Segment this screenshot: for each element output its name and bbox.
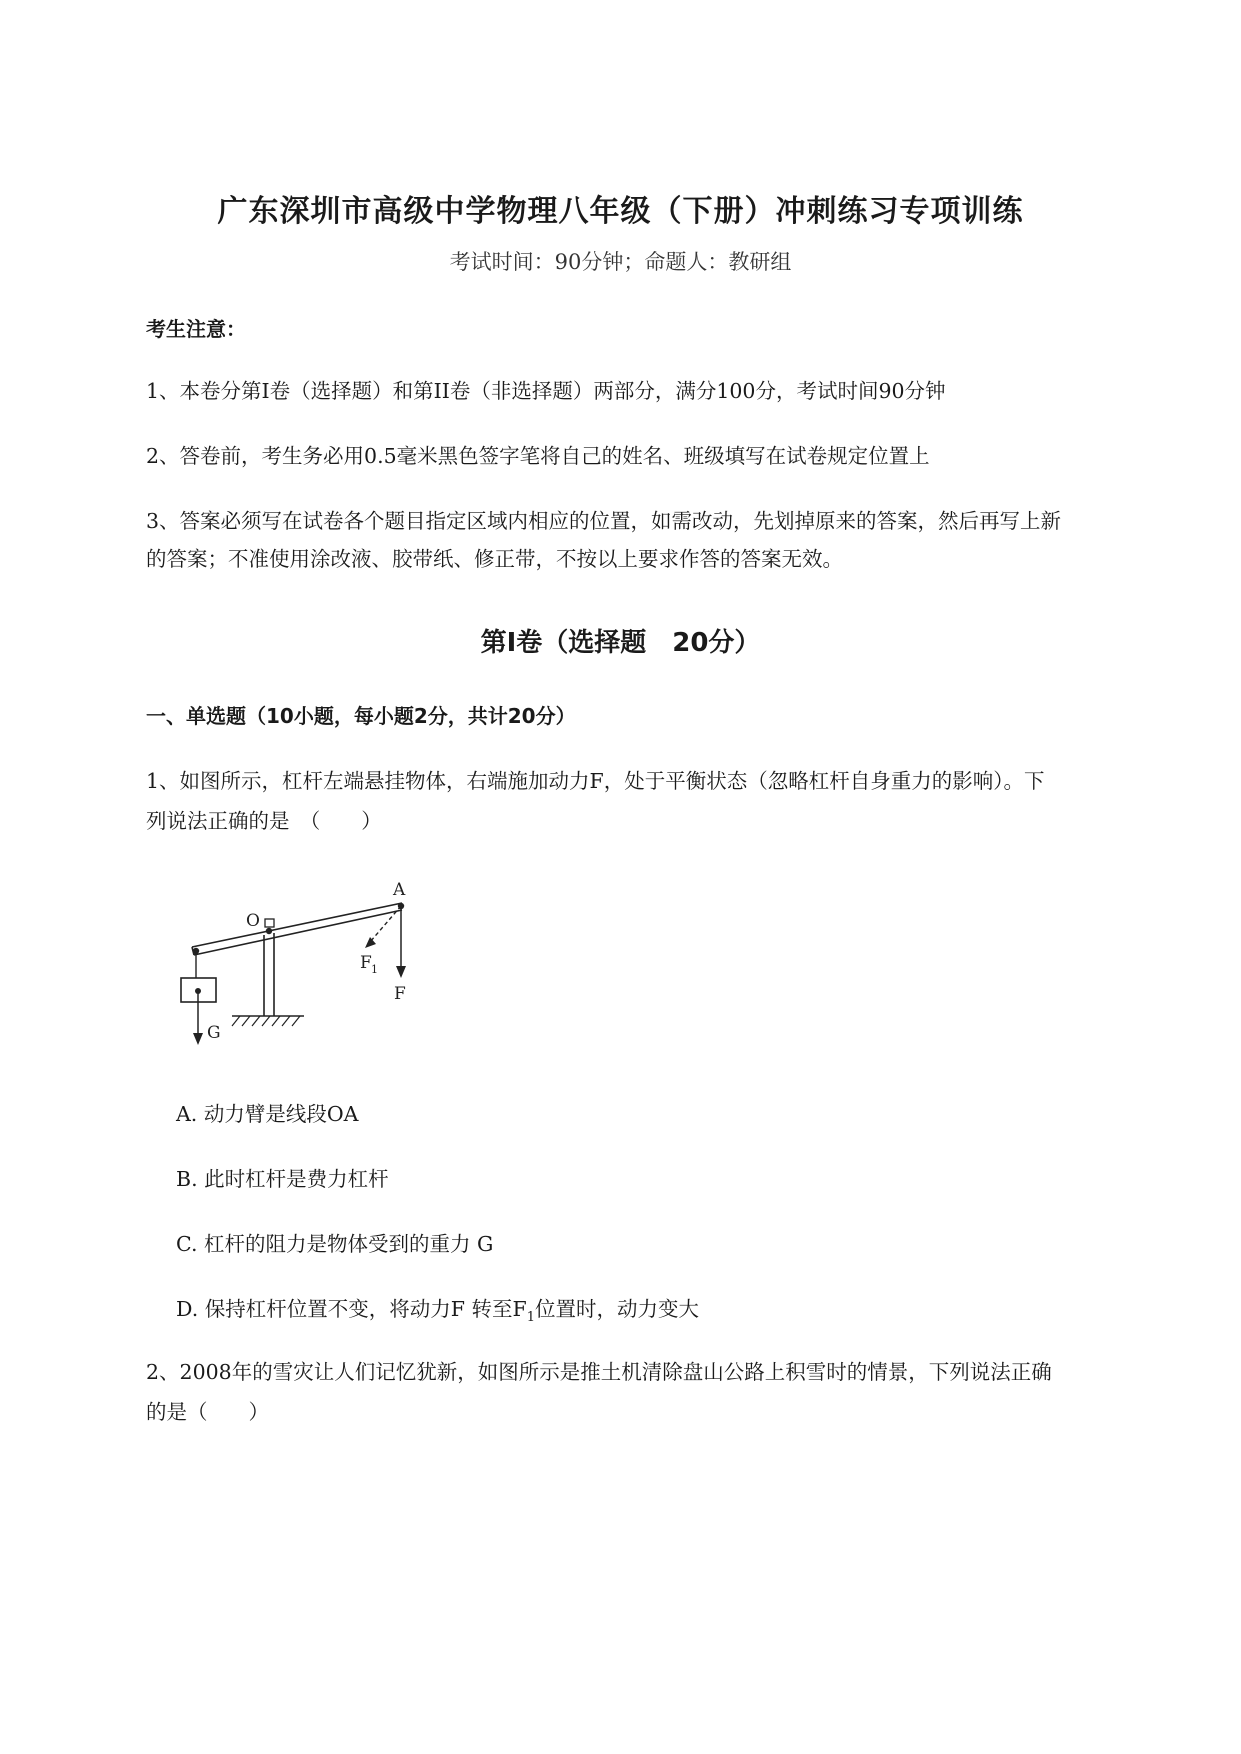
section-title: 第I卷（选择题 20分）: [480, 628, 761, 658]
option-d: [176, 1292, 699, 1325]
exam-info: 考试时间：90分钟；命题人：教研组: [449, 250, 792, 274]
notice-item-2: 2、答卷前，考生务必用0.5毫米黑色签字笔将自己的姓名、班级填写在试卷规定位置上: [146, 444, 930, 468]
notice-heading: 考生注意：: [146, 317, 246, 341]
question-group-title: 一、单选题（10小题，每小题2分，共计20分）: [146, 704, 576, 728]
label-a: A: [393, 880, 406, 900]
question-1-line-2: 列说法正确的是 （ ）: [146, 809, 382, 833]
option-c: C. 杠杆的阻力是物体受到的重力 G: [176, 1232, 494, 1256]
option-b: B. 此时杠杆是费力杠杆: [176, 1167, 389, 1191]
lever-diagram: [150, 870, 450, 1060]
page-title: 广东深圳市高级中学物理八年级（下册）冲刺练习专项训练: [217, 194, 1024, 229]
label-f1: F: [360, 953, 372, 973]
notice-item-3: 3、答案必须写在试卷各个题目指定区域内相应的位置，如需改动，先划掉原来的答案，然后再写上新: [146, 509, 1062, 533]
option-d-text: D. 保持杠杆位置不变，将动力F 转至F: [176, 1297, 527, 1321]
option-d-text-end: 位置时，动力变大: [534, 1297, 699, 1321]
notice-item-3-cont: 的答案；不准使用涂改液、胶带纸、修正带，不按以上要求作答的答案无效。: [146, 547, 843, 571]
notice-item-1: 1、本卷分第I卷（选择题）和第II卷（非选择题）两部分，满分100分，考试时间90分钟: [146, 379, 946, 403]
label-o: O: [246, 911, 260, 931]
label-g: G: [207, 1023, 221, 1043]
label-f1-subscript: 1: [371, 963, 378, 976]
question-1-line-1: 1、如图所示，杠杆左端悬挂物体，右端施加动力F，处于平衡状态（忽略杠杆自身重力的影响）。下: [146, 769, 1045, 793]
option-a: A. 动力臂是线段OA: [176, 1102, 359, 1126]
question-2-line-2: 的是（ ）: [146, 1400, 269, 1424]
label-f: F: [394, 984, 406, 1004]
question-2-line-1: 2、2008年的雪灾让人们记忆犹新，如图所示是推土机清除盘山公路上积雪时的情景，下列说法正确: [146, 1360, 1052, 1384]
option-d-subscript: 1: [526, 1310, 535, 1326]
